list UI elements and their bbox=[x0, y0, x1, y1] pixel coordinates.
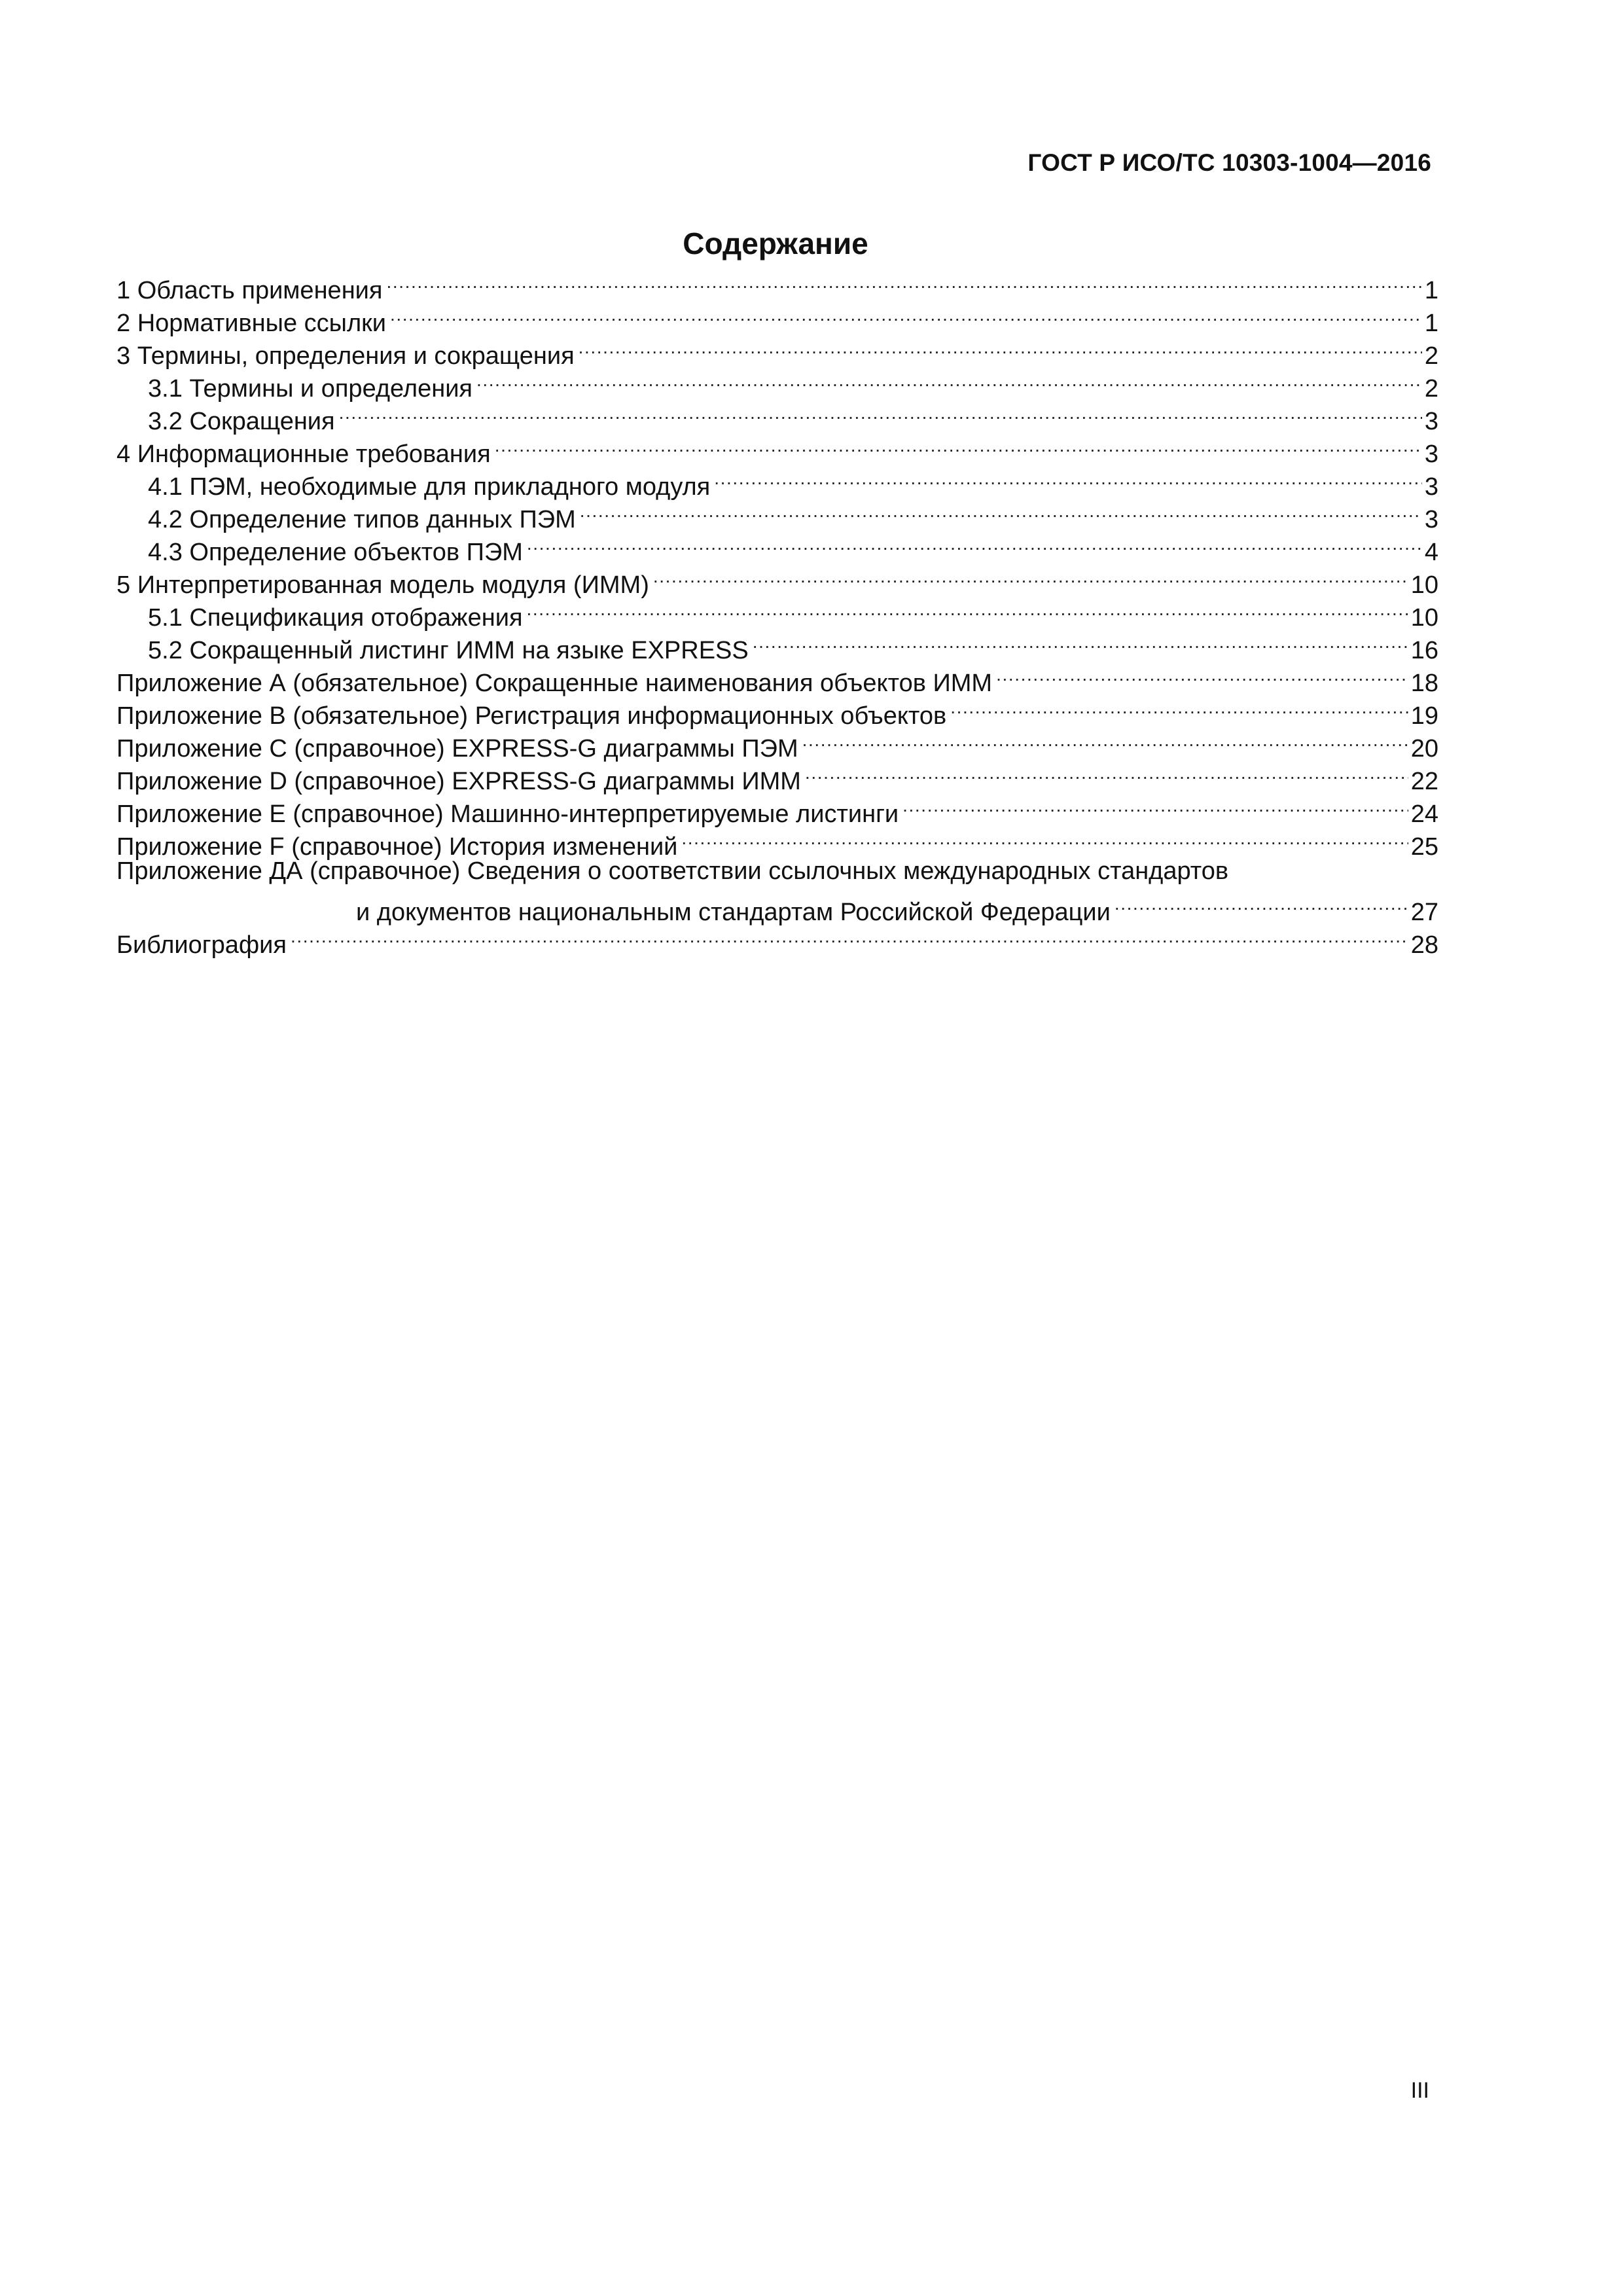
toc-entry-label: Приложение В (обязательное) Регистрация информационных объектов bbox=[116, 702, 947, 730]
toc-entry-label: Приложение ДА (справочное) Сведения о соответствии ссылочных международных стандартов bbox=[116, 857, 1229, 885]
toc-entry-label: Приложение F (справочное) История изменений bbox=[116, 833, 678, 861]
toc-entry-page: 3 bbox=[1424, 408, 1438, 435]
dot-leader bbox=[950, 691, 1408, 724]
dot-leader bbox=[653, 560, 1408, 593]
dot-leader bbox=[527, 528, 1422, 560]
toc-entry-page: 4 bbox=[1424, 539, 1438, 566]
toc-entry-bibliography[interactable] bbox=[116, 920, 1438, 959]
toc-entry-page: 24 bbox=[1410, 800, 1438, 828]
toc-entry-page: 25 bbox=[1410, 833, 1438, 861]
dot-leader bbox=[681, 822, 1408, 855]
toc-entry-1[interactable] bbox=[116, 266, 1438, 304]
dot-leader bbox=[527, 593, 1408, 626]
toc-entry-label: 3.2 Сокращения bbox=[148, 408, 335, 435]
toc-entry-label: Приложение Е (справочное) Машинно-интерпретируемые листинги bbox=[116, 800, 899, 828]
toc-entry-label: 3.1 Термины и определения bbox=[148, 375, 473, 403]
toc-entry-label: 5.1 Спецификация отображения bbox=[148, 604, 523, 632]
toc-entry-label: Приложение D (справочное) EXPRESS-G диаграммы ИММ bbox=[116, 768, 801, 795]
toc-entry-page: 10 bbox=[1410, 571, 1438, 599]
dot-leader bbox=[339, 397, 1422, 429]
toc-entry-label: 4.1 ПЭМ, необходимые для прикладного модуля bbox=[148, 473, 711, 501]
toc-entry-page: 28 bbox=[1410, 931, 1438, 959]
dot-leader bbox=[495, 429, 1422, 462]
toc-entry-label-continued: и документов национальным стандартам Российской Федерации bbox=[356, 899, 1111, 926]
toc-entry-page: 20 bbox=[1410, 735, 1438, 762]
toc-entry-page: 16 bbox=[1410, 637, 1438, 664]
dot-leader bbox=[390, 298, 1422, 331]
toc-title: Содержание bbox=[683, 226, 868, 260]
document-header: ГОСТ Р ИСО/ТС 10303-1004—2016 bbox=[1027, 149, 1431, 176]
dot-leader bbox=[753, 626, 1408, 658]
table-of-contents bbox=[116, 266, 1438, 959]
toc-entry-page: 3 bbox=[1424, 440, 1438, 468]
toc-entry-label: 4.3 Определение объектов ПЭМ bbox=[148, 539, 523, 566]
dot-leader bbox=[802, 724, 1408, 757]
toc-entry-label: Приложение А (обязательное) Сокращенные наименования объектов ИММ bbox=[116, 670, 993, 697]
toc-entry-label: 5 Интерпретированная модель модуля (ИММ) bbox=[116, 571, 649, 599]
toc-entry-label: 4 Информационные требования bbox=[116, 440, 491, 468]
toc-entry-label: 4.2 Определение типов данных ПЭМ bbox=[148, 506, 576, 533]
toc-entry-label: Библиография bbox=[116, 931, 287, 959]
toc-entry-annex-da[interactable] bbox=[116, 855, 1438, 926]
toc-entry-page: 18 bbox=[1410, 670, 1438, 697]
toc-entry-page: 1 bbox=[1424, 310, 1438, 337]
toc-entry-page: 2 bbox=[1424, 375, 1438, 403]
toc-entry-page: 27 bbox=[1410, 899, 1438, 926]
dot-leader bbox=[996, 658, 1408, 691]
dot-leader bbox=[476, 364, 1422, 397]
toc-entry-page: 3 bbox=[1424, 506, 1438, 533]
toc-entry-page: 19 bbox=[1410, 702, 1438, 730]
page-number: III bbox=[1410, 2078, 1429, 2103]
dot-leader bbox=[386, 266, 1421, 298]
toc-entry-page: 3 bbox=[1424, 473, 1438, 501]
toc-entry-label: 1 Область применения bbox=[116, 277, 383, 304]
dot-leader bbox=[291, 920, 1408, 953]
dot-leader bbox=[579, 331, 1422, 364]
toc-entry-label: 3 Термины, определения и сокращения bbox=[116, 342, 575, 370]
toc-entry-page: 22 bbox=[1410, 768, 1438, 795]
dot-leader bbox=[1115, 888, 1408, 920]
toc-entry-page: 2 bbox=[1424, 342, 1438, 370]
dot-leader bbox=[805, 757, 1408, 789]
dot-leader bbox=[580, 495, 1422, 528]
toc-entry-page: 1 bbox=[1424, 277, 1438, 304]
toc-entry-label: 5.2 Сокращенный листинг ИММ на языке EXPRESS bbox=[148, 637, 749, 664]
dot-leader bbox=[902, 789, 1408, 822]
toc-entry-label: Приложение С (справочное) EXPRESS-G диаграммы ПЭМ bbox=[116, 735, 798, 762]
toc-entry-page: 10 bbox=[1410, 604, 1438, 632]
dot-leader bbox=[714, 462, 1422, 495]
toc-entry-label: 2 Нормативные ссылки bbox=[116, 310, 386, 337]
